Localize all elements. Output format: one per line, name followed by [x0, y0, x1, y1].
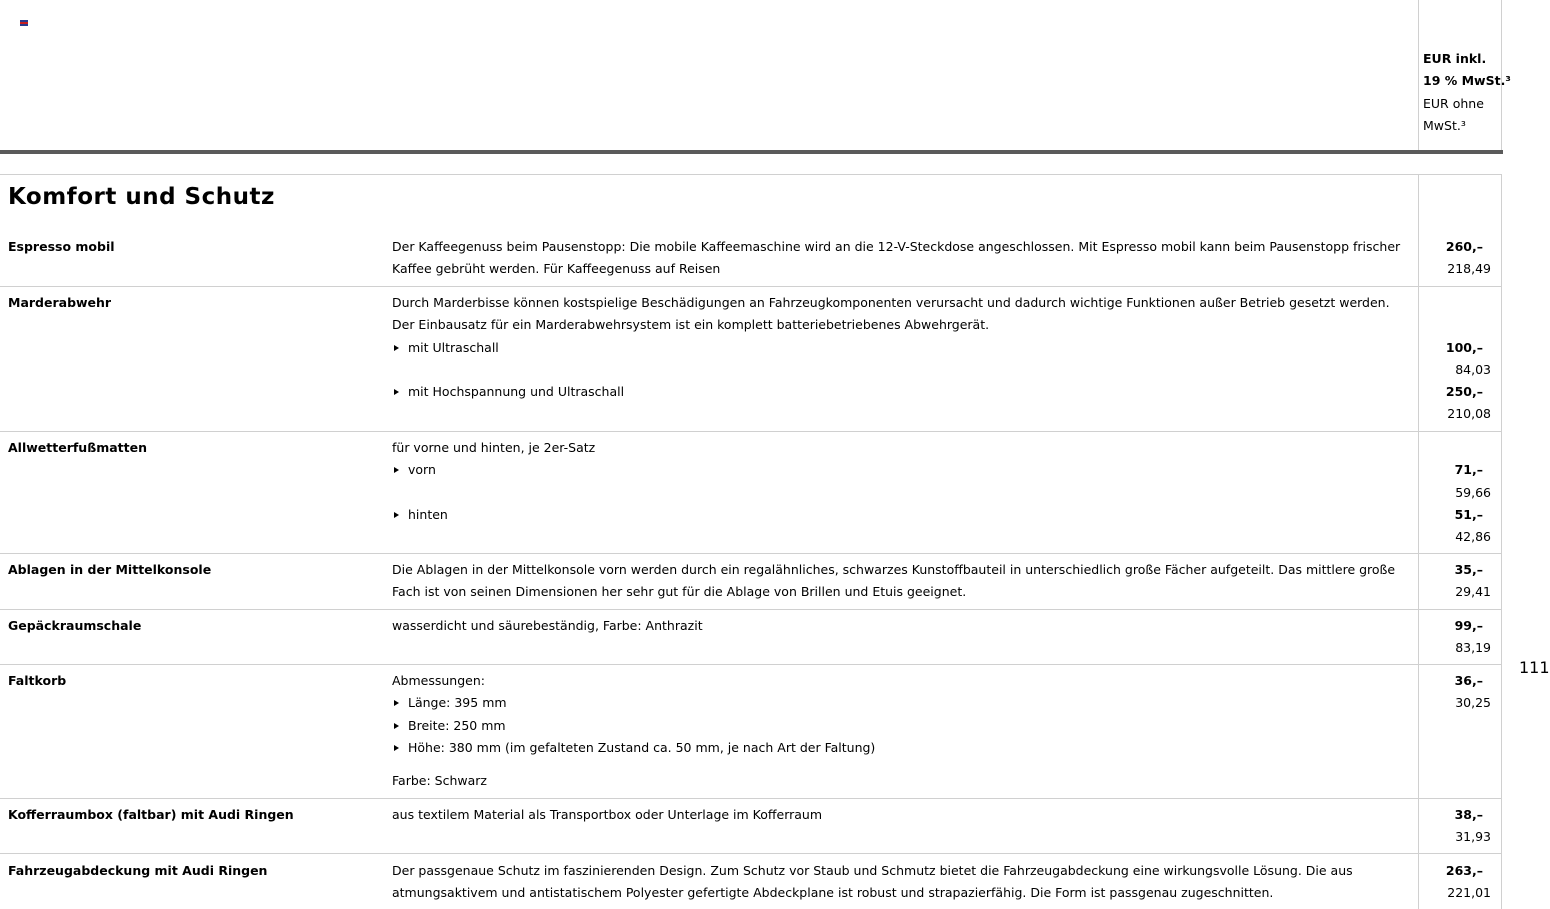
description-text: Der Einbausatz für ein Marderabwehrsystem ist ein komplett batteriebetriebenes Abwehrgerät. — [392, 317, 990, 333]
item-description — [392, 236, 1402, 281]
item-description — [392, 292, 1402, 403]
row-divider — [0, 853, 1502, 854]
item-description — [392, 804, 1402, 826]
option-label: vorn — [392, 459, 1402, 481]
price-net-label: MwSt.³ — [1423, 117, 1466, 133]
price-gross: 36,– — [1454, 673, 1483, 688]
price-net: 83,19 — [1455, 640, 1491, 656]
table-row — [0, 670, 1502, 799]
price-gross: 35,– — [1454, 562, 1483, 577]
price-gross-label: 19 % MwSt.³ — [1423, 73, 1511, 89]
item-price — [1420, 337, 1491, 426]
price-net: 84,03 — [1455, 361, 1491, 377]
description-text: Abmessungen: — [392, 673, 485, 688]
description-text: Die Ablagen in der Mittelkonsole vorn werden durch ein regalähnliches, schwarzes Kunstoffbauteil in unterschiedlich große Fächer aufgeteilt. Das mittlere große Fach ist von seinen Dimensionen her sehr gut für die Ablage von Brillen und Etuis geeignet. — [392, 562, 1396, 600]
description-text: Der Kaffeegenuss beim Pausenstopp: Die mobile Kaffeemaschine wird an die 12-V-Steckdose angeschlossen. Mit Espresso mobil kann beim Pausenstopp frischer Kaffee gebrüht werden. Für Kaffeegenuss auf Reisen — [392, 239, 1401, 277]
item-name: Allwetterfußmatten — [8, 440, 147, 455]
price-net: 29,41 — [1455, 584, 1491, 600]
row-divider — [0, 553, 1502, 554]
page-number: 111 — [1519, 658, 1550, 677]
description-text: Der passgenaue Schutz im faszinierenden Design. Zum Schutz vor Staub und Schmutz bietet die Fahrzeugabdeckung eine wirkungsvolle Lösung. Die aus atmungsaktivem und antistatischem Polyester gefertigte Abdeckplane ist robust und strapazierfähig. Die Form ist passgenau zugeschnitten. — [392, 863, 1353, 901]
dimension-item: Breite: 250 mm — [392, 715, 1402, 737]
dimension-item: Länge: 395 mm — [392, 692, 1402, 714]
item-price — [1420, 860, 1491, 905]
price-gross: 38,– — [1454, 807, 1483, 822]
row-divider — [0, 431, 1502, 432]
row-divider — [0, 609, 1502, 610]
column-divider — [1418, 0, 1419, 152]
price-net: 210,08 — [1447, 406, 1491, 422]
price-net: 59,66 — [1455, 484, 1491, 500]
description-text: Durch Marderbisse können kostspielige Beschädigungen an Fahrzeugkomponenten verursacht und dadurch wichtige Funktionen außer Betrieb gesetzt werden. — [392, 295, 1390, 310]
item-price — [1420, 559, 1491, 604]
item-name: Ablagen in der Mittelkonsole — [8, 562, 212, 577]
table-row — [0, 615, 1502, 665]
price-net-label: EUR ohne — [1423, 95, 1484, 111]
item-price — [1420, 236, 1491, 281]
price-net: 30,25 — [1455, 695, 1491, 711]
item-price — [1420, 670, 1491, 715]
price-gross: 71,– — [1454, 462, 1483, 478]
option-label: hinten — [392, 504, 1402, 526]
row-divider — [0, 798, 1502, 799]
item-name: Fahrzeugabdeckung mit Audi Ringen — [8, 863, 268, 878]
item-description — [392, 437, 1402, 526]
item-price — [1420, 804, 1491, 849]
item-name: Gepäckraumschale — [8, 618, 142, 633]
item-name: Kofferraumbox (faltbar) mit Audi Ringen — [8, 807, 294, 822]
price-net: 218,49 — [1447, 261, 1491, 277]
item-name: Marderabwehr — [8, 295, 112, 310]
price-gross: 99,– — [1454, 618, 1483, 633]
description-text: aus textilem Material als Transportbox oder Unterlage im Kofferraum — [392, 807, 823, 822]
item-description — [392, 670, 1402, 792]
description-text: wasserdicht und säurebeständig, Farbe: Anthrazit — [392, 618, 703, 633]
price-gross: 263,– — [1445, 863, 1483, 878]
item-name: Espresso mobil — [8, 239, 115, 254]
description-text: für vorne und hinten, je 2er-Satz — [392, 440, 596, 455]
table-row — [0, 860, 1502, 909]
price-gross: 51,– — [1454, 506, 1483, 522]
row-divider — [0, 664, 1502, 665]
table-row — [0, 236, 1502, 287]
color-text: Farbe: Schwarz — [392, 773, 487, 789]
item-price — [1420, 459, 1491, 548]
table-row — [0, 804, 1502, 854]
row-divider — [0, 286, 1502, 287]
price-net: 42,86 — [1455, 529, 1491, 545]
header-rule — [0, 150, 1503, 154]
price-gross-label: EUR inkl. — [1423, 51, 1487, 66]
item-description — [392, 615, 1402, 637]
table-row — [0, 292, 1502, 432]
item-description — [392, 559, 1402, 604]
table-row — [0, 559, 1502, 610]
price-column-header — [1423, 48, 1511, 137]
item-name: Faltkorb — [8, 673, 67, 688]
dimension-item: Höhe: 380 mm (im gefalteten Zustand ca. 50 mm, je nach Art der Faltung) — [392, 737, 1402, 759]
item-description — [392, 860, 1402, 905]
price-net: 31,93 — [1455, 829, 1491, 845]
price-gross: 260,– — [1445, 239, 1483, 254]
price-gross: 250,– — [1445, 384, 1483, 400]
section-title: Komfort und Schutz — [8, 184, 275, 210]
option-label: mit Ultraschall — [392, 337, 1402, 359]
section-divider — [0, 174, 1502, 175]
option-label: mit Hochspannung und Ultraschall — [392, 381, 1402, 403]
price-net: 221,01 — [1447, 885, 1491, 901]
price-gross: 100,– — [1445, 339, 1483, 355]
item-price — [1420, 615, 1491, 660]
flag-icon — [20, 20, 28, 26]
table-row — [0, 437, 1502, 554]
